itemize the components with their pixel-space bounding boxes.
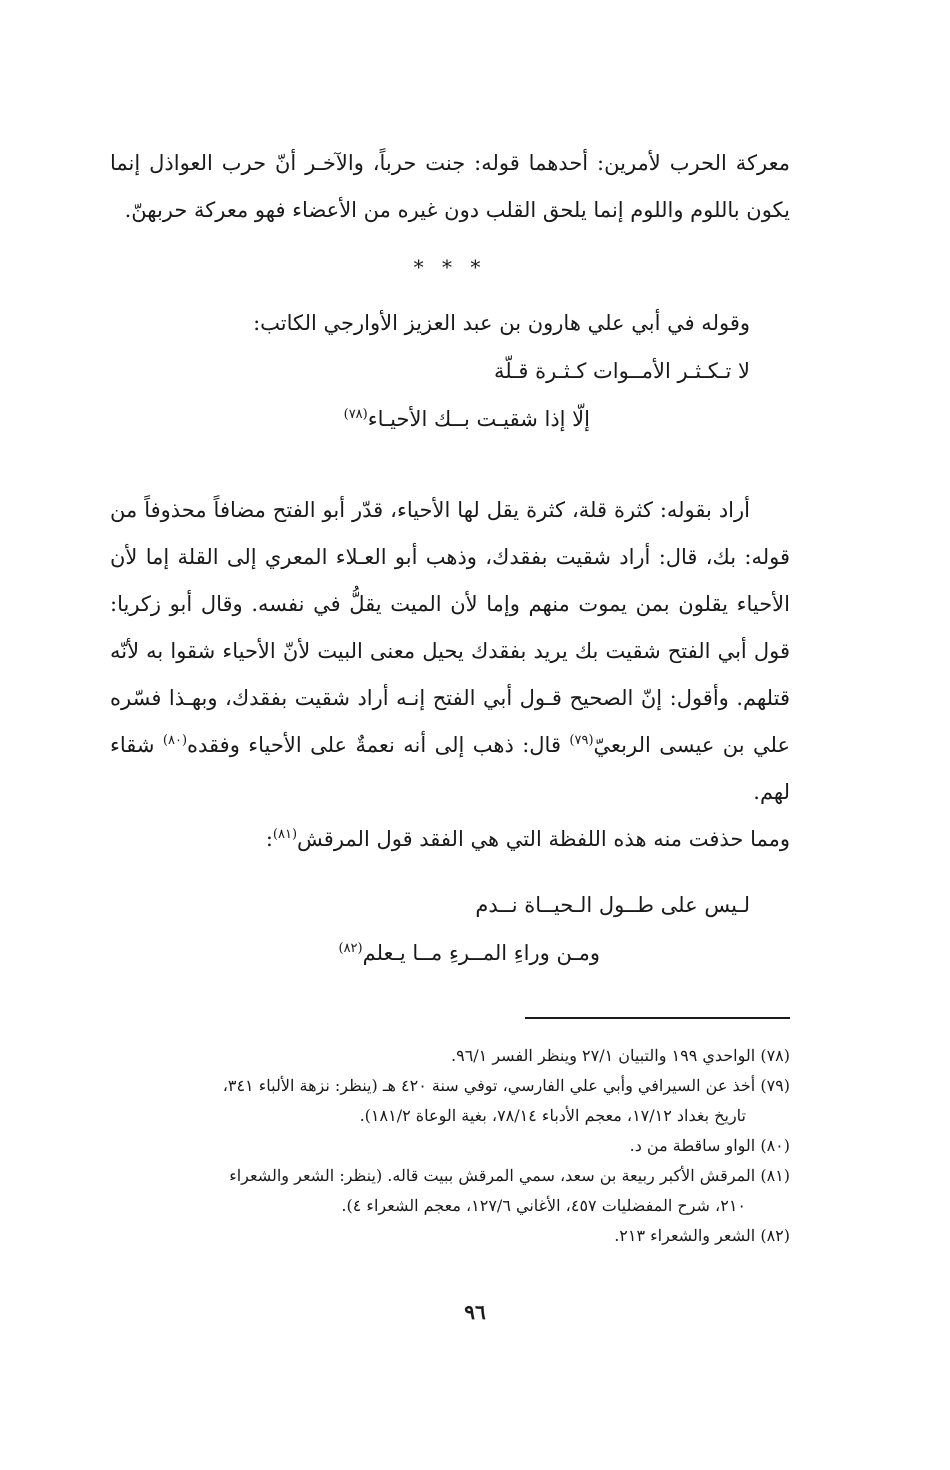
verse-block-2 xyxy=(110,881,790,977)
footnote-continuation: ٢١٠، شرح المفضليات ٤٥٧، الأغاني ١٢٧/٦، معجم الشعراء ٤). xyxy=(341,1196,746,1215)
paragraph-3 xyxy=(110,816,790,863)
verse-2-first-text: لـيس على طــول الـحيــاة نــدم xyxy=(475,893,750,917)
verse-1-second-text: إلّا إذا شقيـت بــك الأحيـاء xyxy=(367,407,590,431)
footnote-text: أخذ عن السيرافي وأبي علي الفارسي، توفي سنة ٤٢٠ هـ (ينظر: نزهة الألباء ٣٤١، xyxy=(222,1076,756,1095)
footnote-79 xyxy=(110,1071,790,1131)
footnote-number: (٨٠) xyxy=(760,1136,790,1155)
section-divider-stars: * * * xyxy=(413,255,487,279)
paragraph-2-text-c: شقاء لهم. xyxy=(110,733,790,804)
footnote-text: المرقش الأكبر ربيعة بن سعد، سمي المرقش ببيت قاله. (ينظر: الشعر والشعراء xyxy=(229,1166,756,1185)
verse-2-second-hemistich xyxy=(110,929,790,977)
footnote-ref-79[interactable]: (٧٩) xyxy=(569,733,594,748)
footnote-82 xyxy=(110,1221,790,1251)
footnote-78 xyxy=(110,1041,790,1071)
footnote-number: (٧٩) xyxy=(760,1076,790,1095)
footnote-separator xyxy=(525,1017,790,1019)
verse-introduction: وقوله في أبي علي هارون بن عبد العزيز الأوارجي الكاتب: xyxy=(253,311,750,335)
verse-2-first-hemistich xyxy=(110,881,790,929)
page-number: ٩٦ xyxy=(464,1300,486,1324)
paragraph-2 xyxy=(110,487,790,816)
footnote-80 xyxy=(110,1131,790,1161)
footnote-text: الواو ساقطة من د. xyxy=(629,1136,756,1155)
paragraph-2-text-a: أراد بقوله: كثرة قلة، كثرة يقل لها الأحياء، قدّر أبو الفتح مضافاً محذوفاً من قوله: بك، قال: أراد شقيت بفقدك، وذهب أبو العـلاء المعري إلى القلة إما لأن الأحياء يقلون بمن يموت منهم وإما لأن الميت يقلُّ في نفسه. وقال أبو زكريا: قول أبي الفتح شقيت بك يريد بفقدك يحيل معنى البيت لأنّ الأحياء شقوا به لأنّه قتلهم. وأقول: إنّ الصحيح قـول أبي الفتح إنـه أراد شقيت بفقدك، وبهـذا فسّره علي بن عيسى الربعيّ xyxy=(110,498,791,757)
footnotes xyxy=(110,1041,790,1251)
footnote-number: (٧٨) xyxy=(760,1046,790,1065)
footnote-number: (٨١) xyxy=(760,1166,790,1185)
footnote-text: الشعر والشعراء ٢١٣. xyxy=(614,1226,756,1245)
footnote-ref-80[interactable]: (٨٠) xyxy=(162,733,188,748)
footnote-ref-78[interactable]: (٧٨) xyxy=(343,407,368,422)
footnote-continuation: تاريخ بغداد ١٧/١٢، معجم الأدباء ٧٨/١٤، بغية الوعاة ١٨١/٢). xyxy=(359,1106,746,1125)
footnote-81 xyxy=(110,1161,790,1221)
page-body xyxy=(110,140,790,1251)
paragraph-2-text-b: قال: ذهب إلى أنه نعمةٌ على الأحياء وفقده xyxy=(187,733,570,757)
footnote-ref-82[interactable]: (٨٢) xyxy=(338,941,363,956)
verse-block-1 xyxy=(110,347,790,443)
paragraph-3-colon: : xyxy=(265,827,273,851)
paragraph-3-text: ومما حذفت منه هذه اللفظة التي هي الفقد قول المرقش xyxy=(297,827,790,851)
verse-1-second-hemistich xyxy=(110,395,790,443)
paragraph-1: معركة الحرب لأمرين: أحدهما قوله: جنت حرباً، والآخـر أنّ حرب العواذل إنما يكون باللوم واللوم إنما يلحق القلب دون غيره من الأعضاء فهو معركة حربهنّ. xyxy=(110,151,790,222)
verse-1-first-hemistich xyxy=(110,347,790,395)
footnote-ref-81[interactable]: (٨١) xyxy=(272,827,298,842)
verse-1-first-text: لا تـكـثـر الأمــوات كـثـرة قـلّة xyxy=(494,359,750,383)
verse-2-second-text: ومـن وراءِ المــرءِ مــا يـعلم xyxy=(362,941,600,965)
footnote-text: الواحدي ١٩٩ والتبيان ٢٧/١ وينظر الفسر ٩٦/١. xyxy=(451,1046,756,1065)
footnote-number: (٨٢) xyxy=(760,1226,790,1245)
